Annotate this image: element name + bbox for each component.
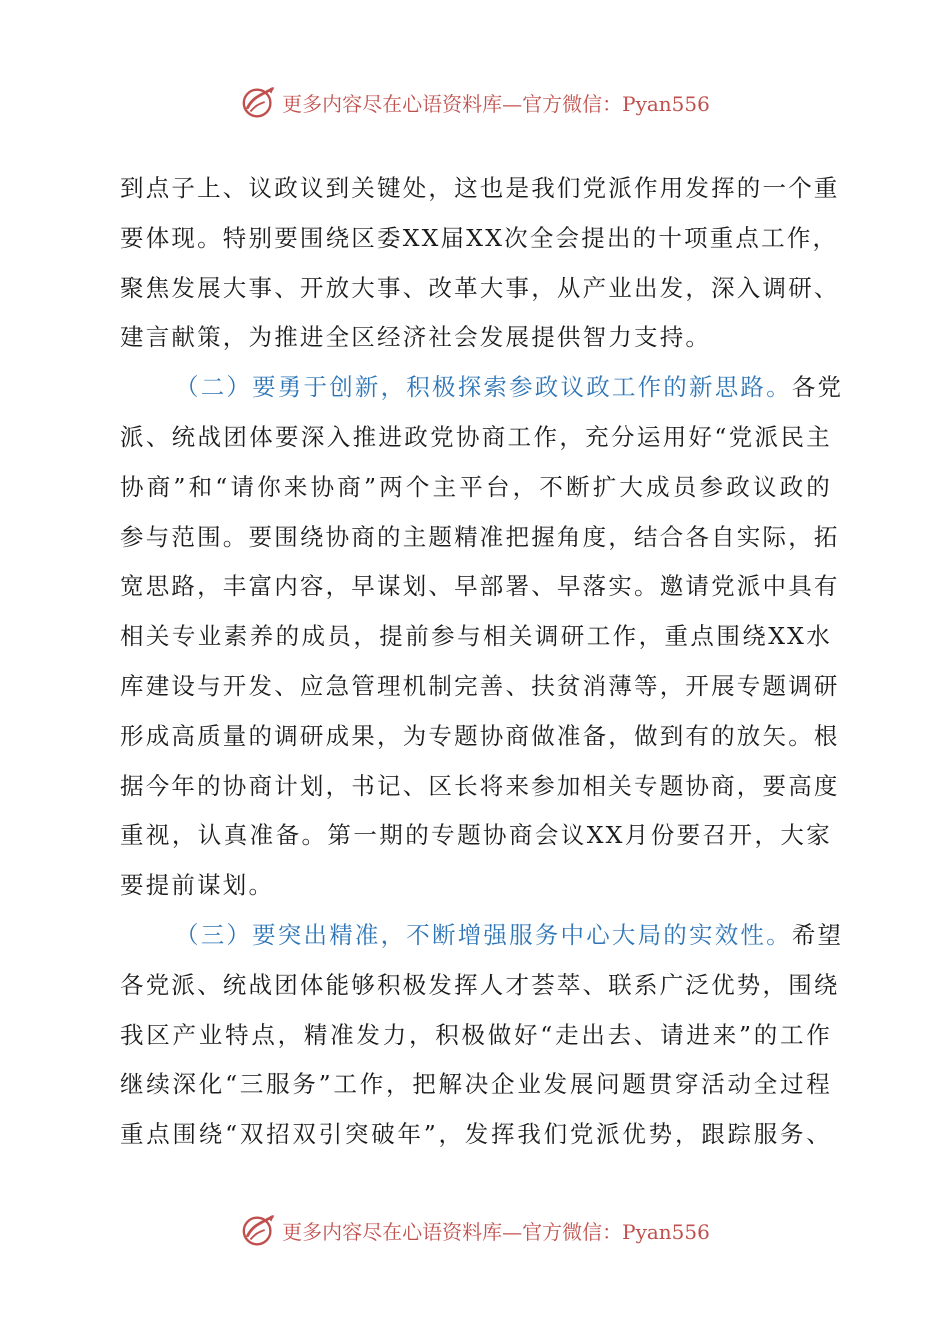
footer-banner-text: 更多内容尽在心语资料库—官方微信：Pyan556 bbox=[282, 1219, 710, 1244]
paragraph-2 bbox=[120, 363, 844, 911]
footer-banner bbox=[0, 1210, 950, 1250]
text-line: 继续深化“三服务”工作，把解决企业发展问题贯穿活动全过程 bbox=[120, 1070, 832, 1099]
text-line: 聚焦发展大事、开放大事、改革大事，从产业出发，深入调研、 bbox=[120, 273, 840, 302]
text-line: 重视，认真准备。第一期的专题协商会议XX月份要召开，大家 bbox=[120, 821, 832, 850]
text-line: 建言献策，为推进全区经济社会发展提供智力支持。 bbox=[120, 323, 712, 352]
text-line: 协商”和“请你来协商”两个主平台，不断扩大成员参政议政的 bbox=[120, 472, 832, 501]
document-body bbox=[120, 164, 844, 1160]
text-line: 我区产业特点，精准发力，积极做好“走出去、请进来”的工作 bbox=[120, 1020, 832, 1049]
text-line: 形成高质量的调研成果，为专题协商做准备，做到有的放矢。根 bbox=[120, 721, 840, 750]
section-heading-3: （三）要突出精准，不断增强服务中心大局的实效性。 bbox=[175, 920, 792, 949]
paragraph-1 bbox=[120, 164, 840, 363]
text-line: 到点子上、议政议到关键处，这也是我们党派作用发挥的一个重 bbox=[120, 174, 840, 202]
text-line bbox=[120, 911, 844, 961]
text-line: 相关专业素养的成员，提前参与相关调研工作，重点围绕XX水 bbox=[120, 622, 832, 651]
section-heading-2: （二）要勇于创新，积极探索参政议政工作的新思路。 bbox=[175, 373, 792, 402]
text-line bbox=[120, 363, 844, 413]
text-line: 各党派、统战团体能够积极发挥人才荟萃、联系广泛优势，围绕 bbox=[120, 970, 840, 999]
text-line: 要提前谋划。 bbox=[120, 871, 275, 900]
pen-swirl-logo-icon bbox=[240, 83, 278, 121]
text-run: 希望 bbox=[791, 920, 844, 949]
text-line: 参与范围。要围绕协商的主题精准把握角度，结合各自实际，拓 bbox=[120, 522, 840, 551]
text-line: 派、统战团体要深入推进政党协商工作，充分运用好“党派民主 bbox=[120, 422, 832, 451]
header-banner bbox=[0, 82, 950, 122]
text-line: 宽思路，丰富内容，早谋划、早部署、早落实。邀请党派中具有 bbox=[120, 572, 840, 601]
text-line: 库建设与开发、应急管理机制完善、扶贫消薄等，开展专题调研 bbox=[120, 671, 840, 700]
paragraph-3 bbox=[120, 911, 844, 1160]
text-run: 各党 bbox=[791, 373, 844, 402]
text-line: 据今年的协商计划，书记、区长将来参加相关专题协商，要高度 bbox=[120, 771, 840, 800]
header-banner-text: 更多内容尽在心语资料库—官方微信：Pyan556 bbox=[282, 91, 710, 116]
text-line: 重点围绕“双招双引突破年”，发挥我们党派优势，跟踪服务、 bbox=[120, 1120, 832, 1149]
text-line: 要体现。特别要围绕区委XX届XX次全会提出的十项重点工作， bbox=[120, 223, 839, 252]
pen-swirl-logo-icon bbox=[240, 1211, 278, 1249]
